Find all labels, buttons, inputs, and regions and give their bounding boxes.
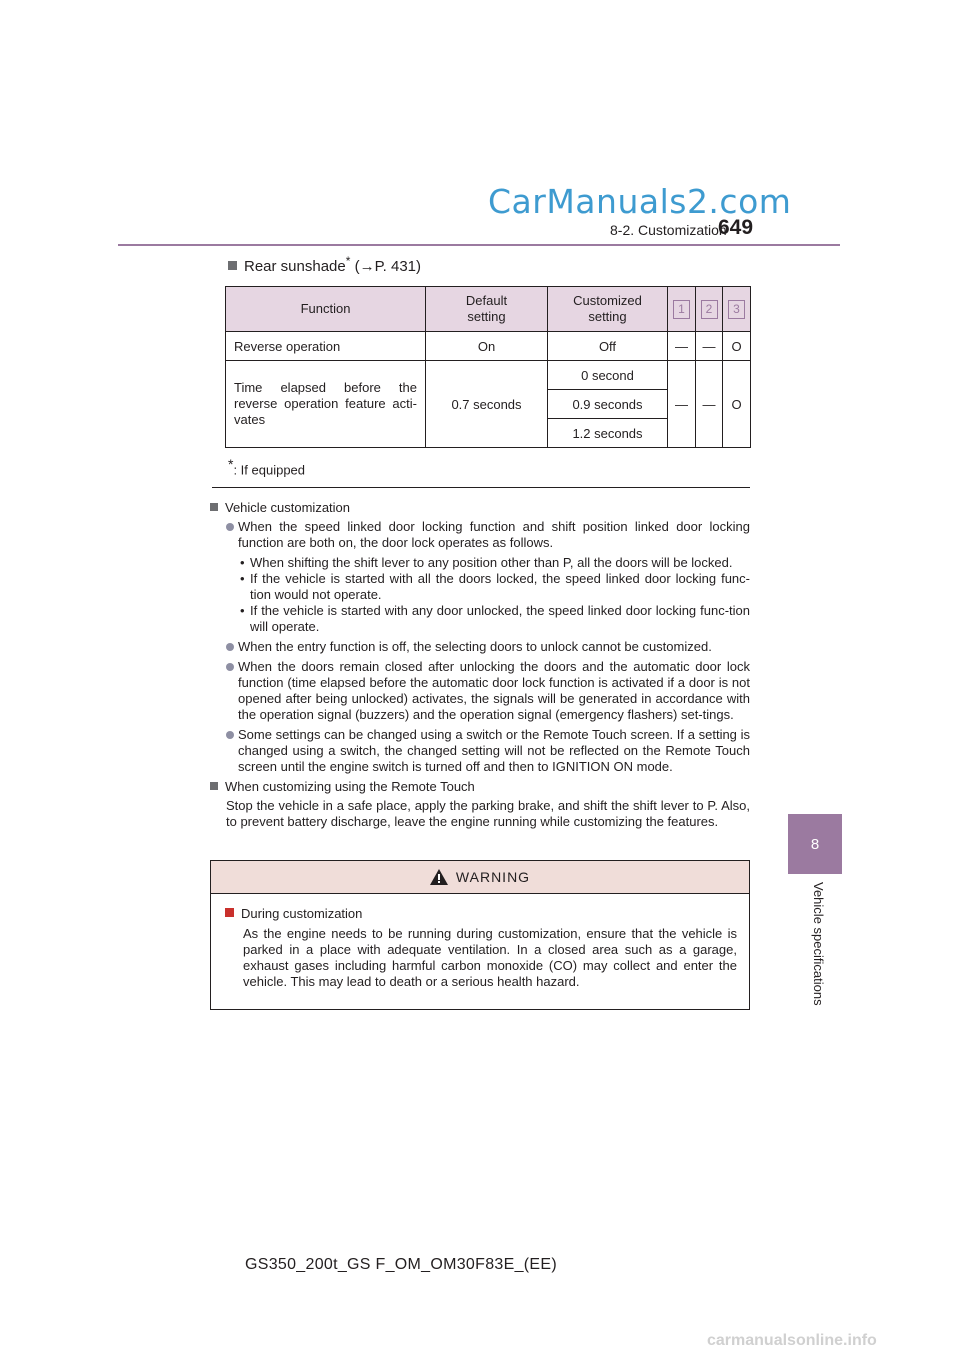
remote-touch-heading: When customizing using the Remote Touch (210, 779, 750, 795)
sub-list-item: • When shifting the shift lever to any position other than P, all the doors will be locked. (240, 555, 733, 570)
chapter-number: 8 (810, 835, 820, 853)
sub-list-item: • If the vehicle is started with any door unlocked, the speed linked door locking func-tion will operate. (240, 603, 750, 634)
vehicle-customization-heading: Vehicle customization (210, 500, 750, 516)
cell-custom-option: 0 second (548, 361, 668, 390)
bullet-icon (226, 643, 234, 651)
cell-c1: — (668, 332, 696, 361)
square-bullet-icon (210, 782, 218, 790)
table-row (226, 361, 751, 390)
cell-function: Time elapsed before the reverse operation feature acti-vates (226, 361, 426, 448)
table-row (226, 332, 751, 361)
cell-default: On (426, 332, 548, 361)
divider (212, 487, 750, 488)
table-header-row (226, 287, 751, 332)
header-rule (118, 244, 840, 246)
customization-table (225, 286, 751, 448)
warning-box (210, 860, 750, 1010)
watermark: CarManuals2.com (488, 182, 792, 221)
section-title: 8-2. Customization (610, 222, 727, 238)
cell-c2: — (696, 332, 723, 361)
page-number: 649 (718, 216, 754, 239)
list-item: When the speed linked door locking function and shift position linked door locking function are both on, the door lock operates as follows. (210, 519, 750, 551)
chapter-title: Vehicle specifications (811, 882, 826, 1006)
cell-c1: — (668, 361, 696, 448)
header-col-3: 3 (723, 287, 751, 332)
footer-site: carmanualsonline.info (707, 1332, 877, 1349)
cell-custom-option: 0.9 seconds (548, 390, 668, 419)
cell-default: 0.7 seconds (426, 361, 548, 448)
remote-touch-text: Stop the vehicle in a safe place, apply the parking brake, and shift the shift lever to P. Also, to prevent battery discharge, leave the engine running while customizing the features. (226, 798, 750, 829)
sub-list-item: • If the vehicle is started with all the doors locked, the speed linked door locking func-tion would not operate. (240, 571, 750, 602)
footnote: *: If equipped (228, 456, 306, 478)
page-reference[interactable]: (→P. 431) (354, 258, 422, 275)
rear-sunshade-heading: Rear sunshade* (→P. 431) (228, 254, 421, 275)
cell-custom: Off (548, 332, 668, 361)
bullet-icon (226, 663, 234, 671)
header-default: Default setting (426, 287, 548, 332)
square-bullet-icon (228, 261, 237, 270)
cell-c3: O (723, 361, 751, 448)
chapter-tab[interactable] (788, 814, 842, 874)
bullet-icon (226, 731, 234, 739)
list-item: When the entry function is off, the selecting doors to unlock cannot be customized. (210, 639, 750, 655)
header-customized: Customized setting (548, 287, 668, 332)
bullet-icon (226, 523, 234, 531)
warning-subheading: During customization (225, 906, 737, 922)
cell-c3: O (723, 332, 751, 361)
header-col-2: 2 (696, 287, 723, 332)
header-col-1: 1 (668, 287, 696, 332)
document-code: GS350_200t_GS F_OM_OM30F83E_(EE) (245, 1256, 557, 1273)
notes-section (210, 500, 750, 830)
list-item: When the doors remain closed after unlocking the doors and the automatic door lock function (time elapsed before the automatic door lock function is activated if a door is not opened after being unlocked) activates, the signals will be generated in accordance with the operation signal (buzzers) and the operation signal (emergency flashers) set-tings. (210, 659, 750, 723)
list-item: Some settings can be changed using a switch or the Remote Touch screen. If a setting is changed using a switch, the changed setting will not be reflected on the Remote Touch screen until the engine switch is turned off and then to IGNITION ON mode. (210, 727, 750, 775)
square-bullet-icon (210, 503, 218, 511)
warning-triangle-icon (430, 869, 448, 885)
square-bullet-icon (225, 908, 234, 917)
cell-function: Reverse operation (226, 332, 426, 361)
cell-custom-option: 1.2 seconds (548, 419, 668, 448)
warning-header (211, 861, 749, 894)
warning-text: As the engine needs to be running during customization, ensure that the vehicle is parked in a place with adequate ventilation. In a closed area such as a garage, exhaust gases including harmful carbon monoxide (CO) may collect and enter the vehicle. This may lead to death or a serious health hazard. (243, 926, 737, 989)
header-function: Function (226, 287, 426, 332)
cell-c2: — (696, 361, 723, 448)
warning-title: WARNING (455, 869, 531, 885)
